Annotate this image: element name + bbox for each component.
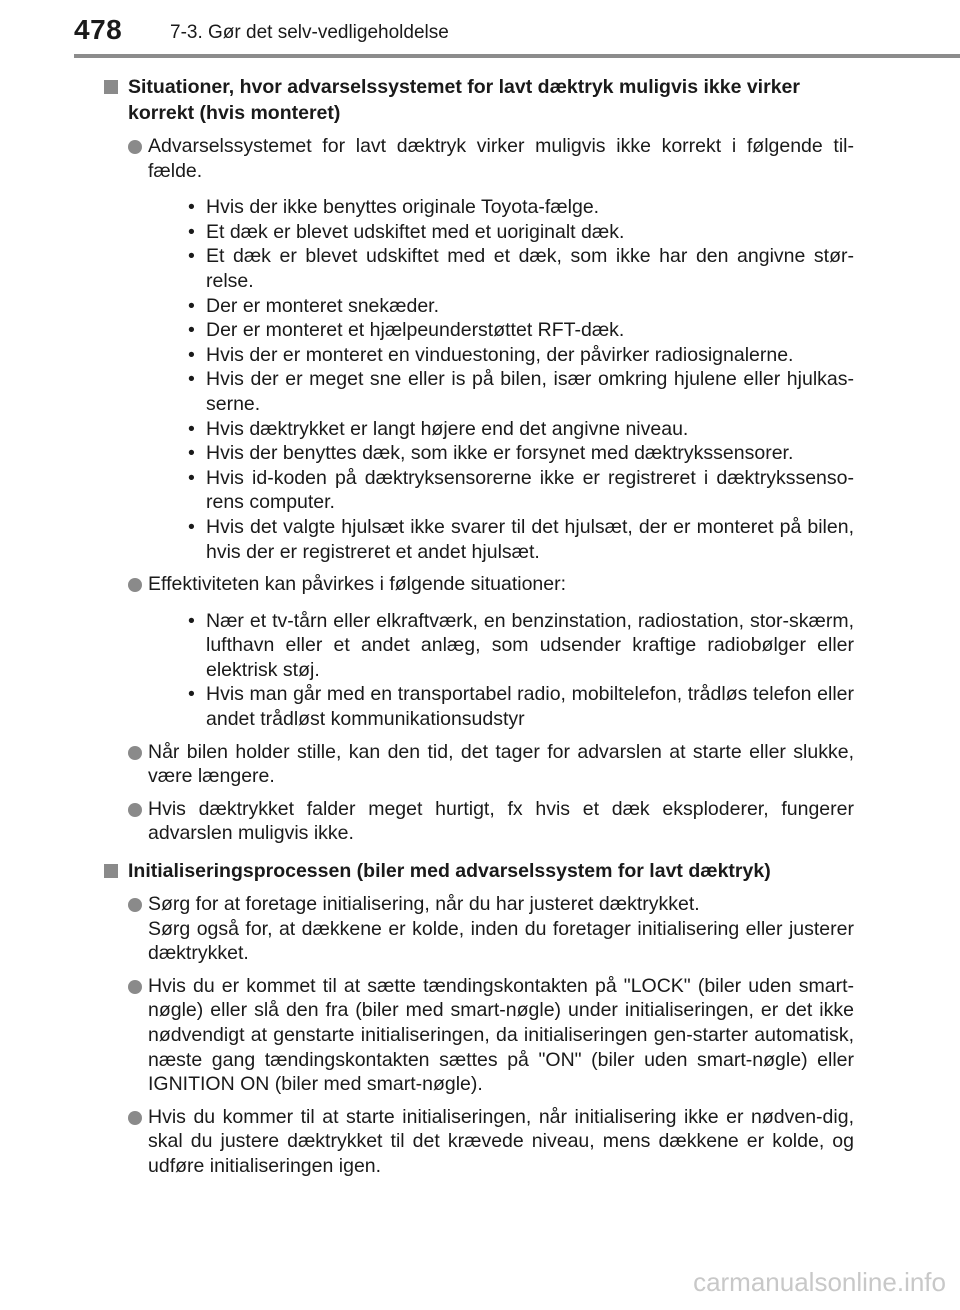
list-item — [128, 134, 854, 564]
section-tpws-situations — [104, 74, 854, 846]
item-text: Hvis du er kommet til at sætte tændingskontakten på "LOCK" (biler uden smart-nøgle) eller slå den fra (biler med smart-nøgle) under initialiseringen, er det ikke nødvendigt at genstarte initialiseringen, da initialiseringen gen-starter automatisk, næste gang tændingskontakten sættes på "ON" (biler uden smart-nøgle) eller IGNITION ON (biler med smart-nøgle). — [148, 974, 854, 1096]
item-text: Når bilen holder stille, kan den tid, det tager for advarslen at starte eller slukke, være længere. — [148, 740, 854, 788]
square-bullet-icon — [104, 864, 118, 878]
chapter-title: 7-3. Gør det selv-vedligeholdelse — [170, 22, 449, 43]
item-text: Advarselssystemet for lavt dæktryk virker muligvis ikke korrekt i følgende til-fælde. — [148, 135, 854, 182]
circle-bullet-icon — [128, 980, 142, 994]
item-text: Hvis dæktrykket falder meget hurtigt, fx hvis et dæk eksploderer, fungerer advarslen muligvis ikke. — [148, 797, 854, 845]
list-item — [128, 974, 854, 1097]
section-title: Situationer, hvor advarselssystemet for lavt dæktryk muligvis ikke virker korrekt (hvis monteret) — [128, 76, 800, 124]
list-item — [128, 797, 854, 846]
page-content — [104, 68, 854, 1179]
bullet-item: • Hvis det valgte hjulsæt ikke svarer til det hjulsæt, der er monteret på bilen, hvis der er registreret et andet hjulsæt. — [188, 515, 854, 564]
circle-bullet-icon — [128, 1111, 142, 1125]
item-text: Effektiviteten kan påvirkes i følgende situationer: — [148, 573, 567, 596]
page-header — [0, 0, 960, 60]
bullet-item: • Der er monteret snekæder. — [188, 294, 854, 319]
page-number: 478 — [74, 14, 123, 45]
bullet-item: • Et dæk er blevet udskiftet med et dæk, som ikke har den angivne stør-relse. — [188, 244, 854, 293]
item-text-line: Sørg for at foretage initialisering, når du har justeret dæktrykket. — [148, 893, 700, 916]
bullet-item: • Hvis der benyttes dæk, som ikke er forsynet med dæktrykssensorer. — [188, 441, 854, 466]
item-text-line: Sørg også for, at dækkene er kolde, inden du foretager initialisering eller justerer dæktrykket. — [148, 917, 854, 965]
bullet-item: • Hvis der ikke benyttes originale Toyota-fælge. — [188, 195, 854, 220]
bullet-item: • Hvis man går med en transportabel radio, mobiltelefon, trådløs telefon eller andet trådløst kommunikationsudstyr — [188, 682, 854, 731]
bullet-item: • Et dæk er blevet udskiftet med et uoriginalt dæk. — [188, 220, 854, 245]
list-item — [128, 892, 854, 966]
square-bullet-icon — [104, 80, 118, 94]
watermark-link[interactable]: carmanualsonline.info — [693, 1267, 946, 1297]
header-rule — [74, 54, 960, 58]
bullet-list — [148, 609, 854, 732]
bullet-item: • Hvis der er meget sne eller is på bilen, især omkring hjulene eller hjulkas-serne. — [188, 367, 854, 416]
list-item — [128, 572, 854, 732]
list-item — [128, 740, 854, 789]
bullet-item: • Nær et tv-tårn eller elkraftværk, en benzinstation, radiostation, stor-skærm, lufthavn eller et andet anlæg, som udsender kraftige radiobølger eller elektrisk støj. — [188, 609, 854, 683]
list-item — [128, 1105, 854, 1179]
section-initialization — [104, 858, 854, 1179]
bullet-list — [148, 195, 854, 564]
circle-bullet-icon — [128, 803, 142, 817]
circle-bullet-icon — [128, 898, 142, 912]
item-text — [148, 892, 854, 966]
circle-bullet-icon — [128, 140, 142, 154]
section-title: Initialiseringsprocessen (biler med advarselssystem for lavt dæktryk) — [128, 860, 771, 883]
bullet-item: • Der er monteret et hjælpeunderstøttet RFT-dæk. — [188, 318, 854, 343]
bullet-item: • Hvis der er monteret en vinduestoning, der påvirker radiosignalerne. — [188, 343, 854, 368]
item-text: Hvis du kommer til at starte initialiseringen, når initialisering ikke er nødven-dig, skal du justere dæktrykket til det krævede niveau, mens dækkene er kolde, og udføre initialiseringen igen. — [148, 1105, 854, 1177]
bullet-item: • Hvis dæktrykket er langt højere end det angivne niveau. — [188, 417, 854, 442]
circle-bullet-icon — [128, 578, 142, 592]
circle-bullet-icon — [128, 746, 142, 760]
bullet-item: • Hvis id-koden på dæktryksensorerne ikke er registreret i dæktrykssenso-rens computer. — [188, 466, 854, 515]
